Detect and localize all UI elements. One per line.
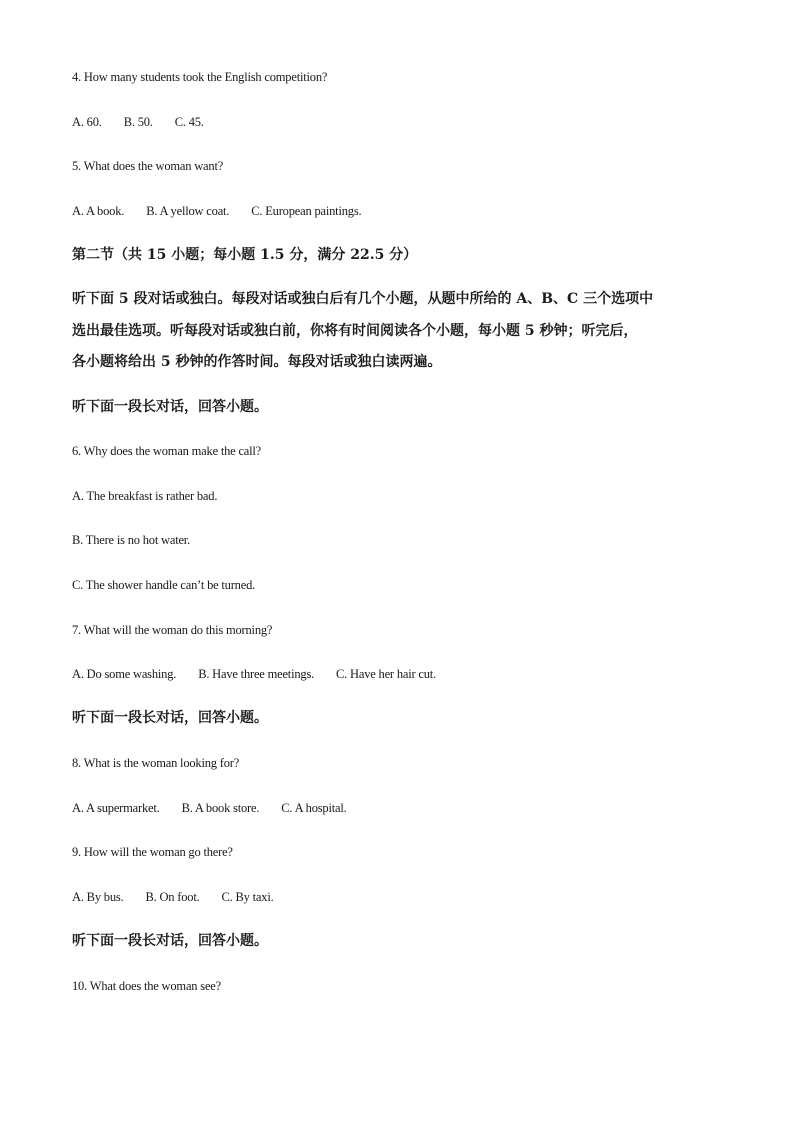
option-b: B. Have three meetings.	[198, 667, 315, 681]
question-5-text: 5. What does the woman want?	[72, 159, 224, 173]
option-c: C. By taxi.	[221, 890, 274, 904]
question-7-options	[72, 666, 436, 682]
question-8-options	[72, 800, 347, 816]
option-a: A. A book.	[72, 204, 125, 218]
option-b: B. 50.	[123, 115, 153, 129]
question-7-text: 7. What will the woman do this morning?	[72, 623, 273, 637]
option-c: C. A hospital.	[281, 801, 347, 815]
section-2-instructions-line-3: 各小题将给出 5 秒钟的作答时间。每段对话或独白读两遍。	[72, 354, 442, 370]
question-5-options	[72, 203, 361, 219]
question-6-option-a: A. The breakfast is rather bad.	[72, 489, 218, 503]
question-9-options	[72, 889, 274, 905]
question-6-option-b: B. There is no hot water.	[72, 533, 191, 547]
option-b: B. A book store.	[181, 801, 260, 815]
option-c: C. 45.	[174, 115, 204, 129]
question-9-text: 9. How will the woman go there?	[72, 845, 233, 859]
section-2-instructions-line-2: 选出最佳选项。听每段对话或独白前，你将有时间阅读各个小题，每小题 5 秒钟；听完后，	[72, 323, 638, 339]
question-4-text: 4. How many students took the English competition?	[72, 70, 328, 84]
option-b: B. A yellow coat.	[146, 204, 230, 218]
option-a: A. By bus.	[72, 890, 124, 904]
question-10-text: 10. What does the woman see?	[72, 979, 221, 993]
question-6-option-c: C. The shower handle can’t be turned.	[72, 578, 256, 592]
dialogue-intro: 听下面一段长对话，回答小题。	[72, 933, 268, 949]
option-c: C. Have her hair cut.	[336, 667, 436, 681]
option-a: A. Do some washing.	[72, 667, 177, 681]
question-4-options	[72, 114, 204, 130]
question-8-text: 8. What is the woman looking for?	[72, 756, 240, 770]
option-a: A. A supermarket.	[72, 801, 160, 815]
dialogue-intro: 听下面一段长对话，回答小题。	[72, 710, 268, 726]
option-c: C. European paintings.	[251, 204, 362, 218]
section-2-heading: 第二节（共 15 小题；每小题 1.5 分，满分 22.5 分）	[72, 247, 418, 263]
dialogue-intro: 听下面一段长对话，回答小题。	[72, 399, 268, 415]
section-2-instructions-line-1: 听下面 5 段对话或独白。每段对话或独白后有几个小题，从题中所给的 A、B、C 三个选项中	[72, 291, 654, 307]
option-a: A. 60.	[72, 115, 102, 129]
question-6-text: 6. Why does the woman make the call?	[72, 444, 262, 458]
option-b: B. On foot.	[145, 890, 200, 904]
